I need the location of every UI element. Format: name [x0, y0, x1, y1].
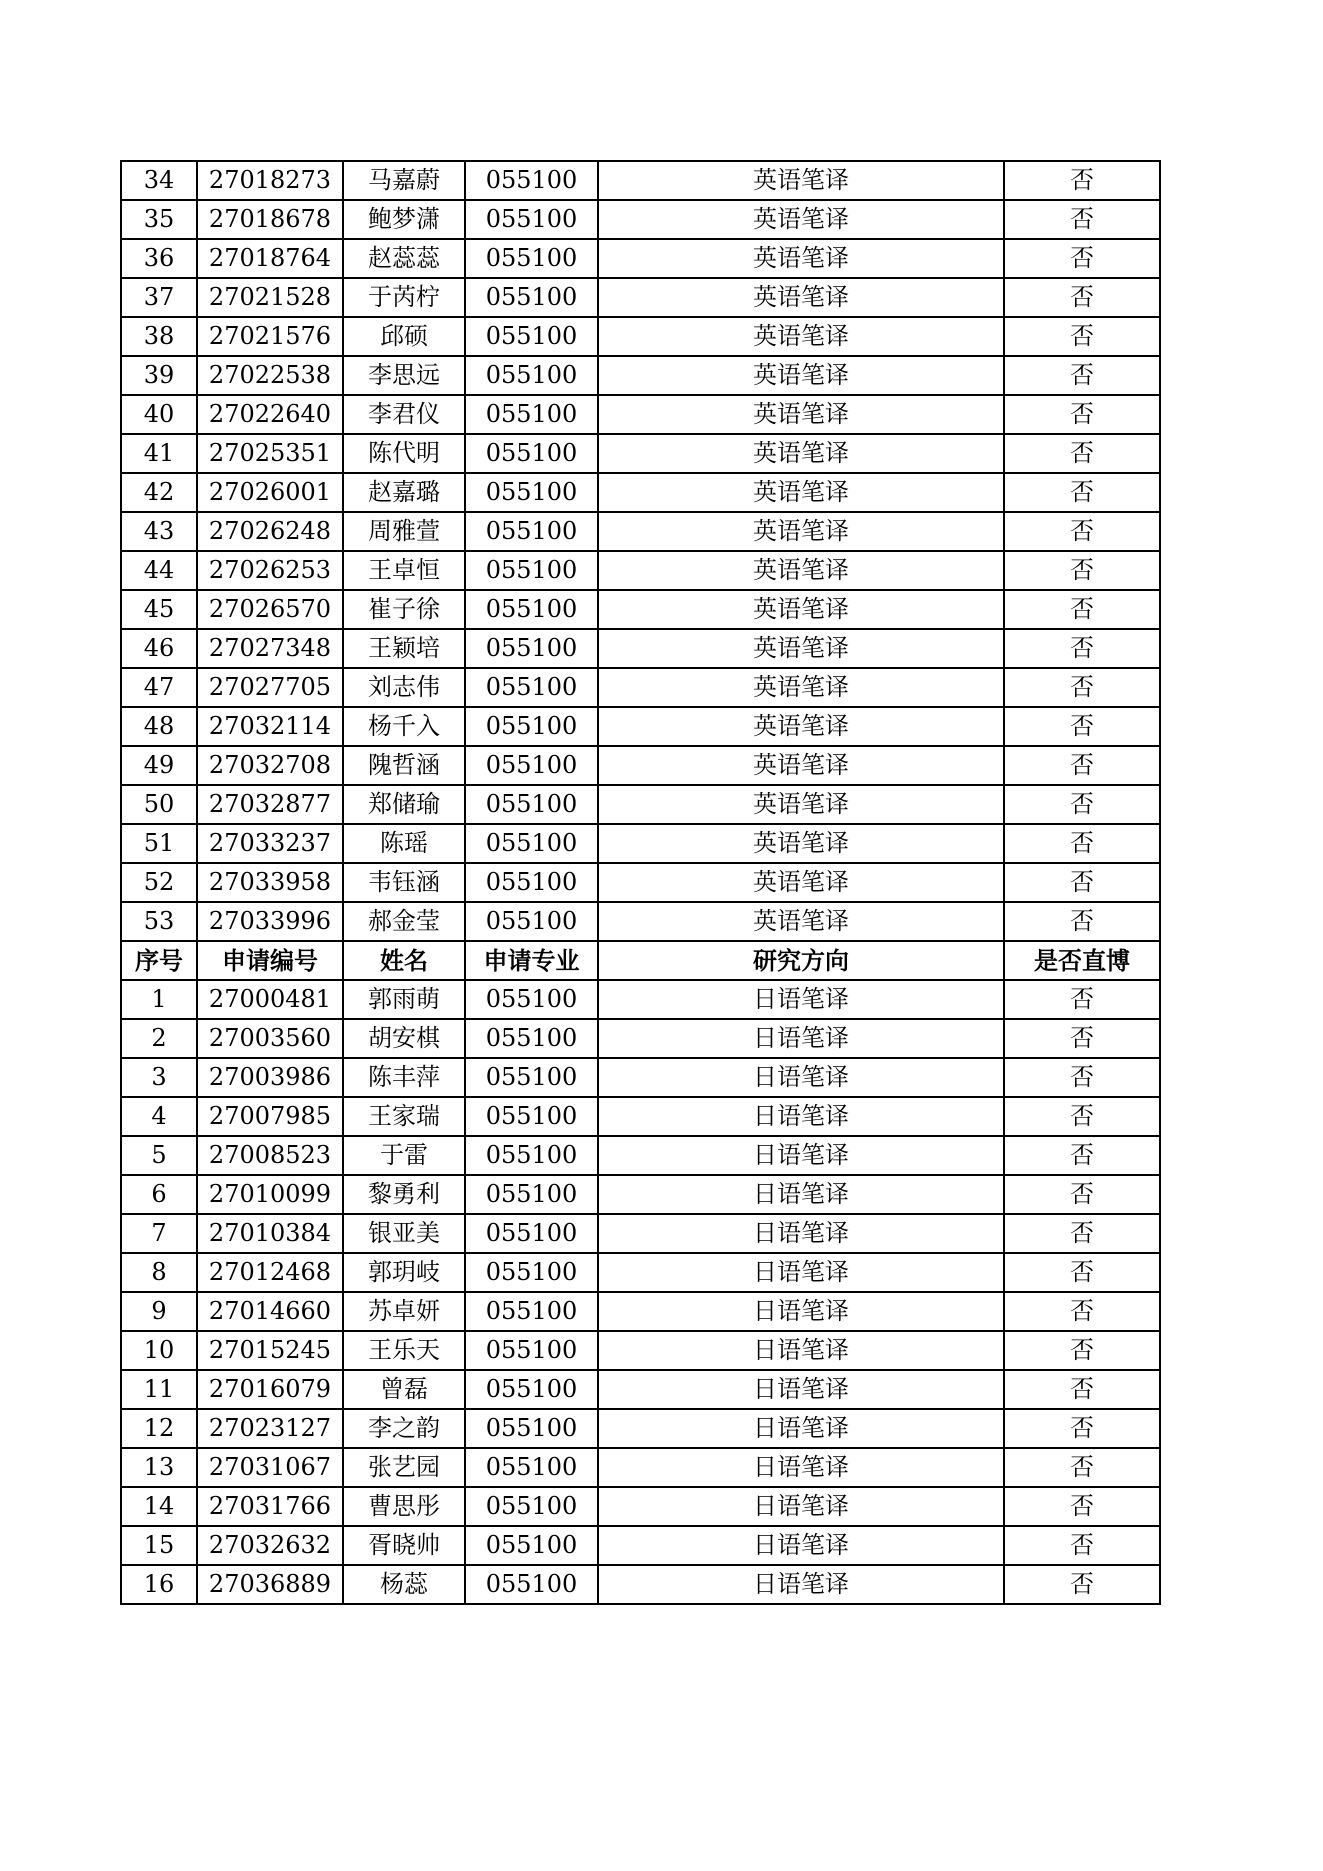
direct-phd-cell: 否: [1004, 1175, 1160, 1214]
research-direction-cell: 英语笔译: [598, 824, 1004, 863]
major-code-cell: 055100: [465, 551, 598, 590]
application-id-cell: 27010099: [197, 1175, 343, 1214]
research-direction-cell: 日语笔译: [598, 1292, 1004, 1331]
table-row: [121, 1292, 1160, 1331]
direct-phd-cell: 否: [1004, 161, 1160, 200]
research-direction-cell: 日语笔译: [598, 1526, 1004, 1565]
table-row: [121, 785, 1160, 824]
serial-number-cell: 15: [121, 1526, 197, 1565]
research-direction-cell: 英语笔译: [598, 551, 1004, 590]
table-row: [121, 1214, 1160, 1253]
application-id-cell: 27010384: [197, 1214, 343, 1253]
table-row: [121, 902, 1160, 941]
research-direction-cell: 日语笔译: [598, 1565, 1004, 1604]
application-id-cell: 27027348: [197, 629, 343, 668]
major-code-cell: 055100: [465, 1448, 598, 1487]
table-row: [121, 746, 1160, 785]
research-direction-cell: 日语笔译: [598, 1448, 1004, 1487]
serial-number-cell: 12: [121, 1409, 197, 1448]
serial-number-cell: 43: [121, 512, 197, 551]
major-code-cell: 055100: [465, 278, 598, 317]
direct-phd-cell: 否: [1004, 1019, 1160, 1058]
direct-phd-cell: 否: [1004, 1448, 1160, 1487]
direct-phd-cell: 否: [1004, 1487, 1160, 1526]
name-cell: 郝金莹: [343, 902, 465, 941]
table-row: [121, 707, 1160, 746]
application-id-cell: 27031766: [197, 1487, 343, 1526]
table-body: [121, 161, 1160, 1604]
serial-number-cell: 6: [121, 1175, 197, 1214]
serial-number-cell: 48: [121, 707, 197, 746]
header-direct-phd: 是否直博: [1004, 941, 1160, 980]
application-id-cell: 27008523: [197, 1136, 343, 1175]
serial-number-cell: 49: [121, 746, 197, 785]
major-code-cell: 055100: [465, 1136, 598, 1175]
serial-number-cell: 46: [121, 629, 197, 668]
application-id-cell: 27032632: [197, 1526, 343, 1565]
direct-phd-cell: 否: [1004, 1214, 1160, 1253]
table-row: [121, 668, 1160, 707]
table-row: [121, 161, 1160, 200]
table-row: [121, 1565, 1160, 1604]
research-direction-cell: 日语笔译: [598, 1331, 1004, 1370]
serial-number-cell: 9: [121, 1292, 197, 1331]
serial-number-cell: 41: [121, 434, 197, 473]
table-row: [121, 395, 1160, 434]
application-id-cell: 27003986: [197, 1058, 343, 1097]
direct-phd-cell: 否: [1004, 980, 1160, 1019]
serial-number-cell: 36: [121, 239, 197, 278]
application-id-cell: 27021576: [197, 317, 343, 356]
major-code-cell: 055100: [465, 395, 598, 434]
research-direction-cell: 日语笔译: [598, 1409, 1004, 1448]
research-direction-cell: 英语笔译: [598, 668, 1004, 707]
major-code-cell: 055100: [465, 1292, 598, 1331]
research-direction-cell: 英语笔译: [598, 161, 1004, 200]
research-direction-cell: 日语笔译: [598, 1214, 1004, 1253]
name-cell: 于芮柠: [343, 278, 465, 317]
name-cell: 苏卓妍: [343, 1292, 465, 1331]
research-direction-cell: 英语笔译: [598, 902, 1004, 941]
table-row: [121, 551, 1160, 590]
application-id-cell: 27022640: [197, 395, 343, 434]
direct-phd-cell: 否: [1004, 1097, 1160, 1136]
direct-phd-cell: 否: [1004, 746, 1160, 785]
research-direction-cell: 日语笔译: [598, 980, 1004, 1019]
research-direction-cell: 英语笔译: [598, 473, 1004, 512]
direct-phd-cell: 否: [1004, 512, 1160, 551]
table-row: [121, 1370, 1160, 1409]
name-cell: 赵蕊蕊: [343, 239, 465, 278]
table-row: [121, 473, 1160, 512]
table-row: [121, 629, 1160, 668]
name-cell: 王家瑞: [343, 1097, 465, 1136]
serial-number-cell: 34: [121, 161, 197, 200]
major-code-cell: 055100: [465, 1058, 598, 1097]
name-cell: 郭玥岐: [343, 1253, 465, 1292]
name-cell: 隗哲涵: [343, 746, 465, 785]
serial-number-cell: 52: [121, 863, 197, 902]
research-direction-cell: 日语笔译: [598, 1058, 1004, 1097]
serial-number-cell: 11: [121, 1370, 197, 1409]
serial-number-cell: 39: [121, 356, 197, 395]
name-cell: 于雷: [343, 1136, 465, 1175]
direct-phd-cell: 否: [1004, 1526, 1160, 1565]
direct-phd-cell: 否: [1004, 200, 1160, 239]
serial-number-cell: 37: [121, 278, 197, 317]
research-direction-cell: 日语笔译: [598, 1097, 1004, 1136]
major-code-cell: 055100: [465, 161, 598, 200]
table-row: [121, 980, 1160, 1019]
application-id-cell: 27018678: [197, 200, 343, 239]
major-code-cell: 055100: [465, 668, 598, 707]
table-row: [121, 200, 1160, 239]
major-code-cell: 055100: [465, 1565, 598, 1604]
direct-phd-cell: 否: [1004, 1253, 1160, 1292]
major-code-cell: 055100: [465, 902, 598, 941]
direct-phd-cell: 否: [1004, 902, 1160, 941]
major-code-cell: 055100: [465, 785, 598, 824]
research-direction-cell: 英语笔译: [598, 863, 1004, 902]
application-id-cell: 27012468: [197, 1253, 343, 1292]
major-code-cell: 055100: [465, 1019, 598, 1058]
major-code-cell: 055100: [465, 434, 598, 473]
direct-phd-cell: 否: [1004, 629, 1160, 668]
direct-phd-cell: 否: [1004, 785, 1160, 824]
direct-phd-cell: 否: [1004, 278, 1160, 317]
major-code-cell: 055100: [465, 707, 598, 746]
major-code-cell: 055100: [465, 317, 598, 356]
name-cell: 韦钰涵: [343, 863, 465, 902]
serial-number-cell: 2: [121, 1019, 197, 1058]
application-id-cell: 27023127: [197, 1409, 343, 1448]
name-cell: 陈丰萍: [343, 1058, 465, 1097]
serial-number-cell: 4: [121, 1097, 197, 1136]
research-direction-cell: 英语笔译: [598, 629, 1004, 668]
table-row: [121, 239, 1160, 278]
research-direction-cell: 日语笔译: [598, 1019, 1004, 1058]
application-id-cell: 27033996: [197, 902, 343, 941]
direct-phd-cell: 否: [1004, 356, 1160, 395]
direct-phd-cell: 否: [1004, 1565, 1160, 1604]
research-direction-cell: 英语笔译: [598, 395, 1004, 434]
name-cell: 刘志伟: [343, 668, 465, 707]
serial-number-cell: 38: [121, 317, 197, 356]
table-row: [121, 590, 1160, 629]
application-id-cell: 27032877: [197, 785, 343, 824]
major-code-cell: 055100: [465, 356, 598, 395]
direct-phd-cell: 否: [1004, 1058, 1160, 1097]
serial-number-cell: 44: [121, 551, 197, 590]
table-row: [121, 1526, 1160, 1565]
table-header-row: [121, 941, 1160, 980]
table-row: [121, 824, 1160, 863]
serial-number-cell: 7: [121, 1214, 197, 1253]
name-cell: 李思远: [343, 356, 465, 395]
major-code-cell: 055100: [465, 824, 598, 863]
table-row: [121, 1097, 1160, 1136]
research-direction-cell: 英语笔译: [598, 317, 1004, 356]
name-cell: 曹思彤: [343, 1487, 465, 1526]
serial-number-cell: 8: [121, 1253, 197, 1292]
major-code-cell: 055100: [465, 1331, 598, 1370]
major-code-cell: 055100: [465, 863, 598, 902]
research-direction-cell: 英语笔译: [598, 356, 1004, 395]
major-code-cell: 055100: [465, 200, 598, 239]
major-code-cell: 055100: [465, 1253, 598, 1292]
serial-number-cell: 1: [121, 980, 197, 1019]
table-row: [121, 1487, 1160, 1526]
name-cell: 李君仪: [343, 395, 465, 434]
major-code-cell: 055100: [465, 239, 598, 278]
name-cell: 王颖培: [343, 629, 465, 668]
research-direction-cell: 英语笔译: [598, 512, 1004, 551]
table-row: [121, 1136, 1160, 1175]
application-id-cell: 27036889: [197, 1565, 343, 1604]
major-code-cell: 055100: [465, 1487, 598, 1526]
table-row: [121, 1331, 1160, 1370]
major-code-cell: 055100: [465, 1097, 598, 1136]
direct-phd-cell: 否: [1004, 824, 1160, 863]
serial-number-cell: 40: [121, 395, 197, 434]
name-cell: 王乐天: [343, 1331, 465, 1370]
application-id-cell: 27026248: [197, 512, 343, 551]
header-name: 姓名: [343, 941, 465, 980]
major-code-cell: 055100: [465, 473, 598, 512]
application-id-cell: 27031067: [197, 1448, 343, 1487]
serial-number-cell: 51: [121, 824, 197, 863]
serial-number-cell: 5: [121, 1136, 197, 1175]
admission-list-table: [120, 160, 1161, 1605]
name-cell: 黎勇利: [343, 1175, 465, 1214]
major-code-cell: 055100: [465, 746, 598, 785]
major-code-cell: 055100: [465, 512, 598, 551]
direct-phd-cell: 否: [1004, 1331, 1160, 1370]
name-cell: 鲍梦潇: [343, 200, 465, 239]
name-cell: 马嘉蔚: [343, 161, 465, 200]
direct-phd-cell: 否: [1004, 551, 1160, 590]
name-cell: 陈代明: [343, 434, 465, 473]
direct-phd-cell: 否: [1004, 434, 1160, 473]
direct-phd-cell: 否: [1004, 707, 1160, 746]
research-direction-cell: 日语笔译: [598, 1253, 1004, 1292]
name-cell: 郑储瑜: [343, 785, 465, 824]
application-id-cell: 27000481: [197, 980, 343, 1019]
major-code-cell: 055100: [465, 980, 598, 1019]
table-row: [121, 278, 1160, 317]
application-id-cell: 27003560: [197, 1019, 343, 1058]
major-code-cell: 055100: [465, 1175, 598, 1214]
table-row: [121, 1058, 1160, 1097]
direct-phd-cell: 否: [1004, 668, 1160, 707]
application-id-cell: 27018273: [197, 161, 343, 200]
application-id-cell: 27015245: [197, 1331, 343, 1370]
direct-phd-cell: 否: [1004, 1370, 1160, 1409]
application-id-cell: 27007985: [197, 1097, 343, 1136]
serial-number-cell: 14: [121, 1487, 197, 1526]
direct-phd-cell: 否: [1004, 239, 1160, 278]
table-row: [121, 1175, 1160, 1214]
direct-phd-cell: 否: [1004, 863, 1160, 902]
name-cell: 李之韵: [343, 1409, 465, 1448]
application-id-cell: 27032708: [197, 746, 343, 785]
serial-number-cell: 50: [121, 785, 197, 824]
research-direction-cell: 英语笔译: [598, 239, 1004, 278]
application-id-cell: 27016079: [197, 1370, 343, 1409]
application-id-cell: 27026001: [197, 473, 343, 512]
application-id-cell: 27033237: [197, 824, 343, 863]
direct-phd-cell: 否: [1004, 1136, 1160, 1175]
research-direction-cell: 日语笔译: [598, 1487, 1004, 1526]
table-row: [121, 356, 1160, 395]
major-code-cell: 055100: [465, 1370, 598, 1409]
name-cell: 王卓恒: [343, 551, 465, 590]
application-id-cell: 27025351: [197, 434, 343, 473]
application-id-cell: 27022538: [197, 356, 343, 395]
research-direction-cell: 日语笔译: [598, 1175, 1004, 1214]
direct-phd-cell: 否: [1004, 317, 1160, 356]
application-id-cell: 27026570: [197, 590, 343, 629]
major-code-cell: 055100: [465, 1409, 598, 1448]
application-id-cell: 27032114: [197, 707, 343, 746]
serial-number-cell: 53: [121, 902, 197, 941]
serial-number-cell: 13: [121, 1448, 197, 1487]
table-row: [121, 512, 1160, 551]
name-cell: 崔子徐: [343, 590, 465, 629]
research-direction-cell: 英语笔译: [598, 434, 1004, 473]
application-id-cell: 27027705: [197, 668, 343, 707]
table-row: [121, 434, 1160, 473]
serial-number-cell: 16: [121, 1565, 197, 1604]
name-cell: 胡安棋: [343, 1019, 465, 1058]
header-major: 申请专业: [465, 941, 598, 980]
research-direction-cell: 日语笔译: [598, 1136, 1004, 1175]
direct-phd-cell: 否: [1004, 1292, 1160, 1331]
serial-number-cell: 47: [121, 668, 197, 707]
name-cell: 赵嘉璐: [343, 473, 465, 512]
name-cell: 杨千入: [343, 707, 465, 746]
research-direction-cell: 英语笔译: [598, 707, 1004, 746]
research-direction-cell: 日语笔译: [598, 1370, 1004, 1409]
name-cell: 郭雨萌: [343, 980, 465, 1019]
direct-phd-cell: 否: [1004, 473, 1160, 512]
major-code-cell: 055100: [465, 1526, 598, 1565]
serial-number-cell: 42: [121, 473, 197, 512]
header-application-id: 申请编号: [197, 941, 343, 980]
major-code-cell: 055100: [465, 590, 598, 629]
name-cell: 曾磊: [343, 1370, 465, 1409]
table-row: [121, 1409, 1160, 1448]
table-row: [121, 1253, 1160, 1292]
name-cell: 银亚美: [343, 1214, 465, 1253]
name-cell: 胥晓帅: [343, 1526, 465, 1565]
major-code-cell: 055100: [465, 1214, 598, 1253]
header-serial-number: 序号: [121, 941, 197, 980]
table-row: [121, 1019, 1160, 1058]
table-row: [121, 863, 1160, 902]
major-code-cell: 055100: [465, 629, 598, 668]
name-cell: 杨蕊: [343, 1565, 465, 1604]
serial-number-cell: 3: [121, 1058, 197, 1097]
name-cell: 张艺园: [343, 1448, 465, 1487]
name-cell: 陈瑶: [343, 824, 465, 863]
research-direction-cell: 英语笔译: [598, 746, 1004, 785]
research-direction-cell: 英语笔译: [598, 590, 1004, 629]
direct-phd-cell: 否: [1004, 395, 1160, 434]
application-id-cell: 27026253: [197, 551, 343, 590]
direct-phd-cell: 否: [1004, 1409, 1160, 1448]
name-cell: 周雅萱: [343, 512, 465, 551]
direct-phd-cell: 否: [1004, 590, 1160, 629]
application-id-cell: 27021528: [197, 278, 343, 317]
table-row: [121, 1448, 1160, 1487]
research-direction-cell: 英语笔译: [598, 200, 1004, 239]
header-research-direction: 研究方向: [598, 941, 1004, 980]
serial-number-cell: 45: [121, 590, 197, 629]
serial-number-cell: 35: [121, 200, 197, 239]
research-direction-cell: 英语笔译: [598, 278, 1004, 317]
application-id-cell: 27014660: [197, 1292, 343, 1331]
research-direction-cell: 英语笔译: [598, 785, 1004, 824]
name-cell: 邱硕: [343, 317, 465, 356]
application-id-cell: 27018764: [197, 239, 343, 278]
table-row: [121, 317, 1160, 356]
application-id-cell: 27033958: [197, 863, 343, 902]
serial-number-cell: 10: [121, 1331, 197, 1370]
